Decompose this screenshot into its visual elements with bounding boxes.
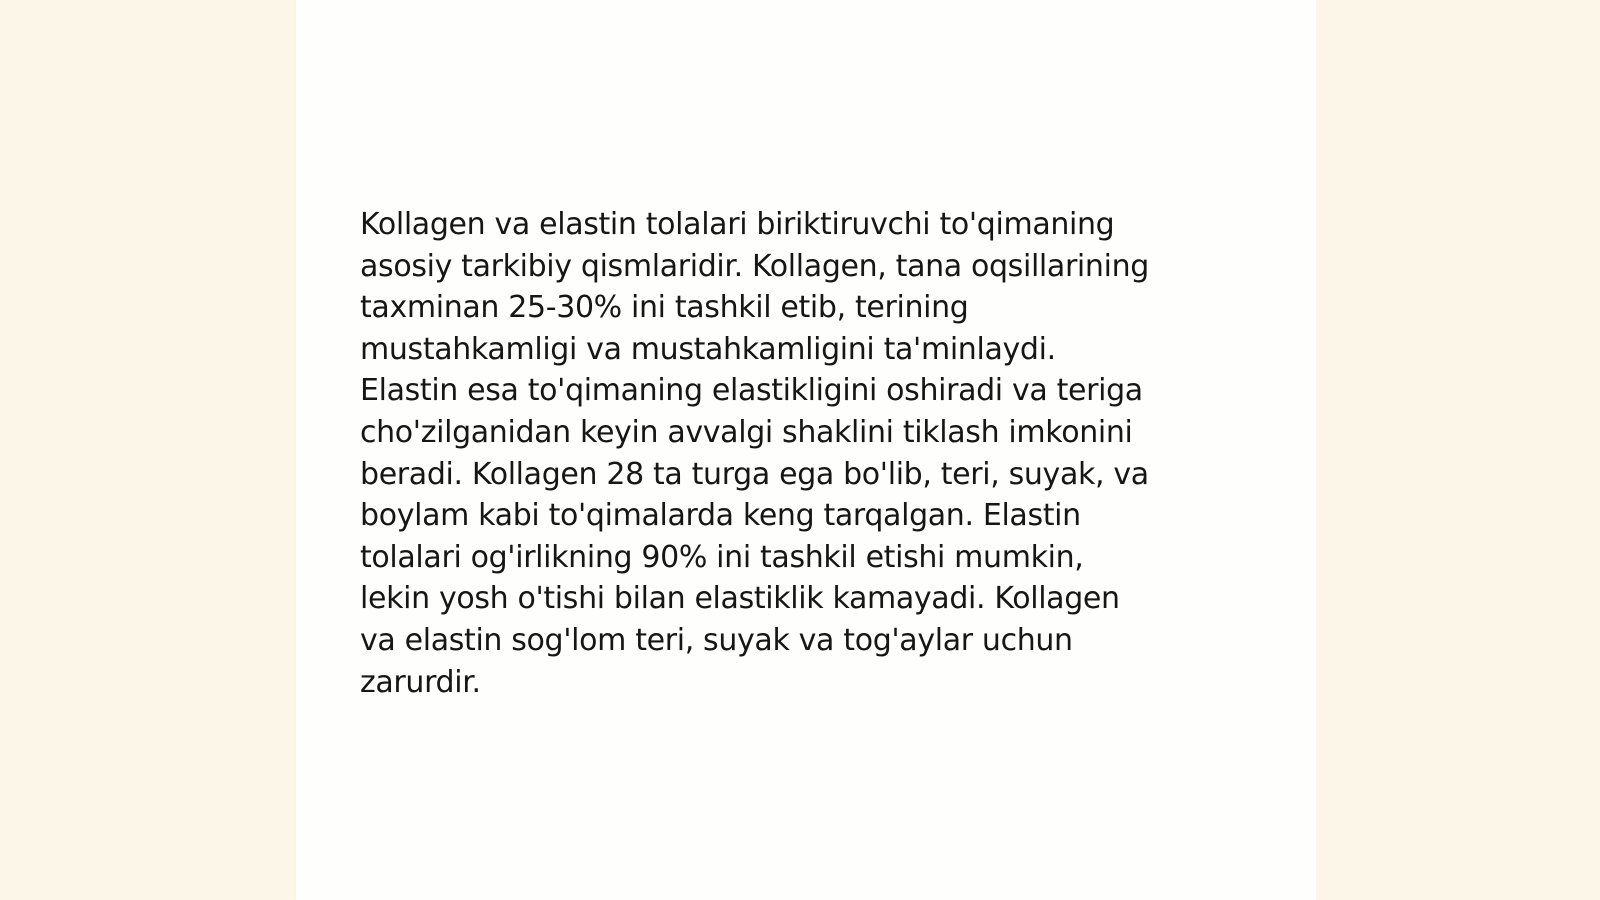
text-line: taxminan 25-30% ini tashkil etib, terining bbox=[360, 290, 969, 326]
text-line: boylam kabi to'qimalarda keng tarqalgan. Elastin bbox=[360, 498, 1081, 534]
text-line: cho'zilganidan keyin avvalgi shaklini tiklash imkonini bbox=[360, 414, 1133, 450]
text-line: tolalari og'irlikning 90% ini tashkil etishi mumkin, bbox=[360, 539, 1084, 575]
right-margin bbox=[1316, 0, 1600, 900]
slide-body-text bbox=[360, 204, 1260, 703]
text-line: beradi. Kollagen 28 ta turga ega bo'lib, teri, suyak, va bbox=[360, 456, 1149, 492]
text-line: mustahkamligi va mustahkamligini ta'minlaydi. bbox=[360, 331, 1056, 367]
text-line: Kollagen va elastin tolalari biriktiruvchi to'qimaning bbox=[360, 207, 1115, 242]
text-line: zarurdir. bbox=[360, 664, 481, 700]
left-margin bbox=[0, 0, 296, 900]
slide bbox=[296, 0, 1316, 900]
text-line: asosiy tarkibiy qismlaridir. Kollagen, tana oqsillarining bbox=[360, 248, 1149, 284]
text-line: lekin yosh o'tishi bilan elastiklik kamayadi. Kollagen bbox=[360, 581, 1120, 617]
text-line: Elastin esa to'qimaning elastikligini oshiradi va teriga bbox=[360, 373, 1143, 409]
text-line: va elastin sog'lom teri, suyak va tog'aylar uchun bbox=[360, 622, 1073, 658]
